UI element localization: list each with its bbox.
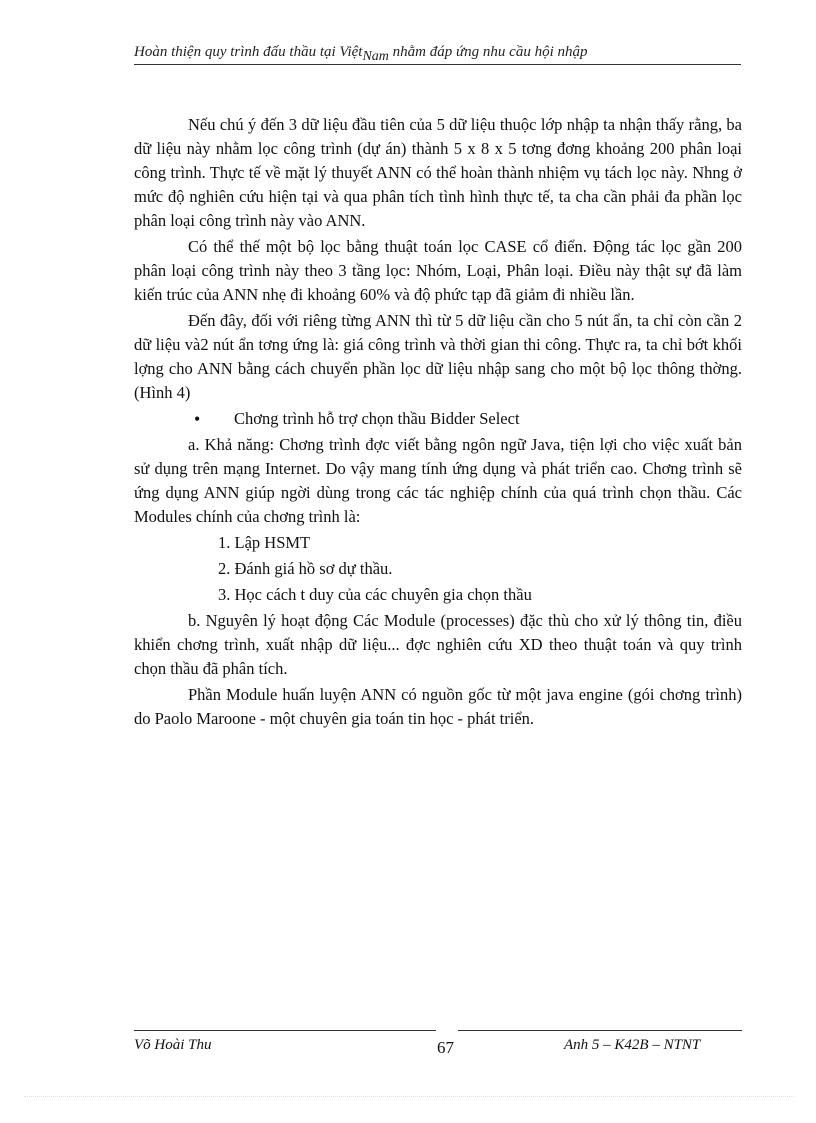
- list-item: 2. Đánh giá hồ sơ dự thầu.: [218, 559, 393, 578]
- page-number: 67: [437, 1038, 454, 1057]
- header-title-subscript: Nam: [362, 49, 389, 64]
- footer-author: Võ Hoài Thu: [134, 1037, 212, 1053]
- header-title-start: Hoàn thiện quy trình đấu thầu tại Việt: [134, 44, 363, 60]
- paragraph-4: a. Khả năng: Chơng trình đợc viết bằng ngôn ngữ Java, tiện lợi cho việc xuất bản sử dụng trên mạng Internet. Do vậy mang tính ứng dụng và phát triển cao. Chơng trình sẽ ứng dụng ANN giúp ngời dùng trong các tác nghiệp chính của quá trình chọn thầu. Các Modules chính của chơng trình là:: [134, 435, 742, 526]
- bullet-text: Chơng trình hỗ trợ chọn thầu Bidder Select: [234, 409, 520, 428]
- page-bottom-dotted-border: [24, 1096, 794, 1097]
- footer-divider-right: [458, 1030, 742, 1031]
- paragraph-2: Có thể thế một bộ lọc bằng thuật toán lọc CASE cổ điển. Động tác lọc gần 200 phân loại công trình này theo 3 tầng lọc: Nhóm, Loại, Phân loại. Điều này thật sự đã làm kiến trúc của ANN nhẹ đi khoảng 60% và độ phức tạp đã giảm đi nhiều lần.: [134, 237, 742, 304]
- document-body: [134, 113, 742, 733]
- footer-divider-left: [134, 1030, 436, 1031]
- module-list: [134, 531, 742, 607]
- paragraph-1: Nếu chú ý đến 3 dữ liệu đầu tiên của 5 dữ liệu thuộc lớp nhập ta nhận thấy rằng, ba dữ liệu này nhằm lọc công trình (dự án) thành 5 x 8 x 5 tơng đơng khoảng 200 phân loại công trình. Thực tế về mặt lý thuyết ANN có thể hoàn thành nhiệm vụ tách lọc này. Nhng ở mức độ nghiên cứu hiện tại và qua phân tích tình hình thực tế, ta cha cần phải đa phần lọc phân loại công trình này vào ANN.: [134, 115, 742, 230]
- bullet-item: [134, 407, 742, 431]
- page-header: [134, 44, 741, 65]
- paragraph-5: b. Nguyên lý hoạt động Các Module (processes) đặc thù cho xử lý thông tin, điều khiển chơng trình, xuất nhập dữ liệu... đợc nghiên cứu XD theo thuật toán và quy trình chọn thầu đã phân tích.: [134, 611, 742, 678]
- footer-class: Anh 5 – K42B – NTNT: [564, 1037, 701, 1053]
- paragraph-6: Phần Module huấn luyện ANN có nguồn gốc từ một java engine (gói chơng trình) do Paolo Maroone - một chuyên gia toán tin học - phát triển.: [134, 685, 742, 728]
- list-item: 3. Học cách t duy của các chuyên gia chọn thầu: [218, 585, 532, 604]
- paragraph-3: Đến đây, đối với riêng từng ANN thì từ 5 dữ liệu cần cho 5 nút ẩn, ta chỉ còn cần 2 dữ liệu và2 nút ẩn tơng ứng là: giá công trình và thời gian thi công. Thực ra, ta chỉ bớt khối lợng cho ANN bằng cách chuyển phần lọc dữ liệu nhập sang cho một bộ lọc thông thờng. (Hình 4): [134, 311, 742, 402]
- list-item: 1. Lập HSMT: [218, 533, 311, 552]
- header-title-end: nhằm đáp ứng nhu cầu hội nhập: [388, 44, 588, 60]
- bullet-dot-icon: •: [194, 409, 201, 429]
